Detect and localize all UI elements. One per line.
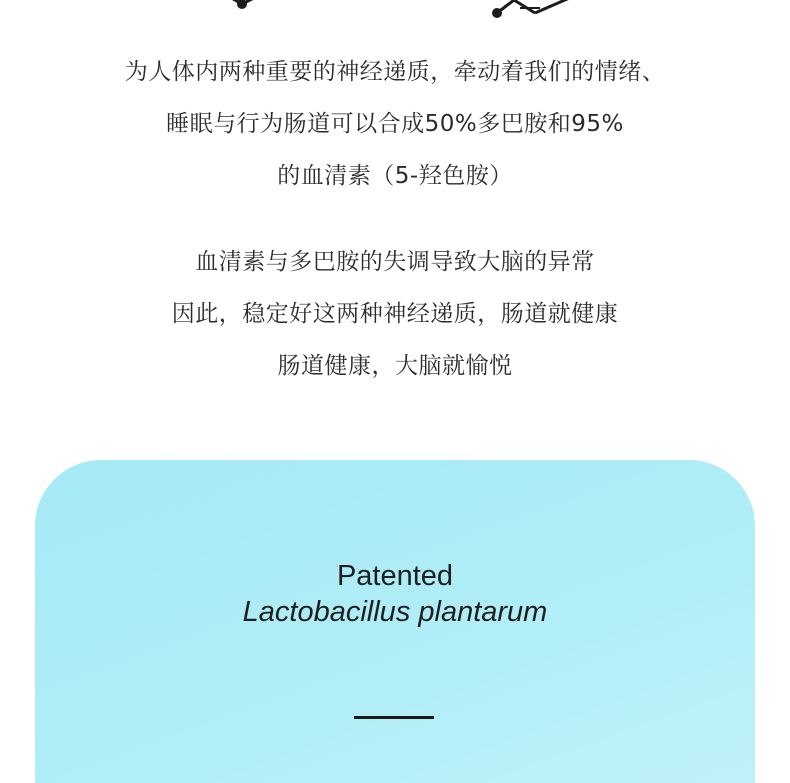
card-title (35, 558, 755, 630)
summary-paragraph (0, 236, 790, 392)
summary-line: 因此，稳定好这两种神经递质，肠道就健康 (171, 301, 619, 327)
intro-line: 睡眠与行为肠道可以合成50%多巴胺和95% (166, 111, 624, 137)
card-title-species: Lactobacillus plantarum (242, 596, 548, 628)
summary-line: 肠道健康，大脑就愉悦 (277, 353, 513, 379)
intro-line: 的血清素（5-羟色胺） (277, 163, 513, 189)
summary-line: 血清素与多巴胺的失调导致大脑的异常 (195, 249, 595, 275)
intro-line: 为人体内两种重要的神经递质，牵动着我们的情绪、 (124, 59, 666, 85)
intro-paragraph (0, 46, 790, 202)
lactobacillus-card (35, 460, 755, 783)
card-divider (354, 716, 434, 719)
molecule-structure-icon (0, 0, 790, 40)
card-title-patented: Patented (336, 560, 454, 592)
